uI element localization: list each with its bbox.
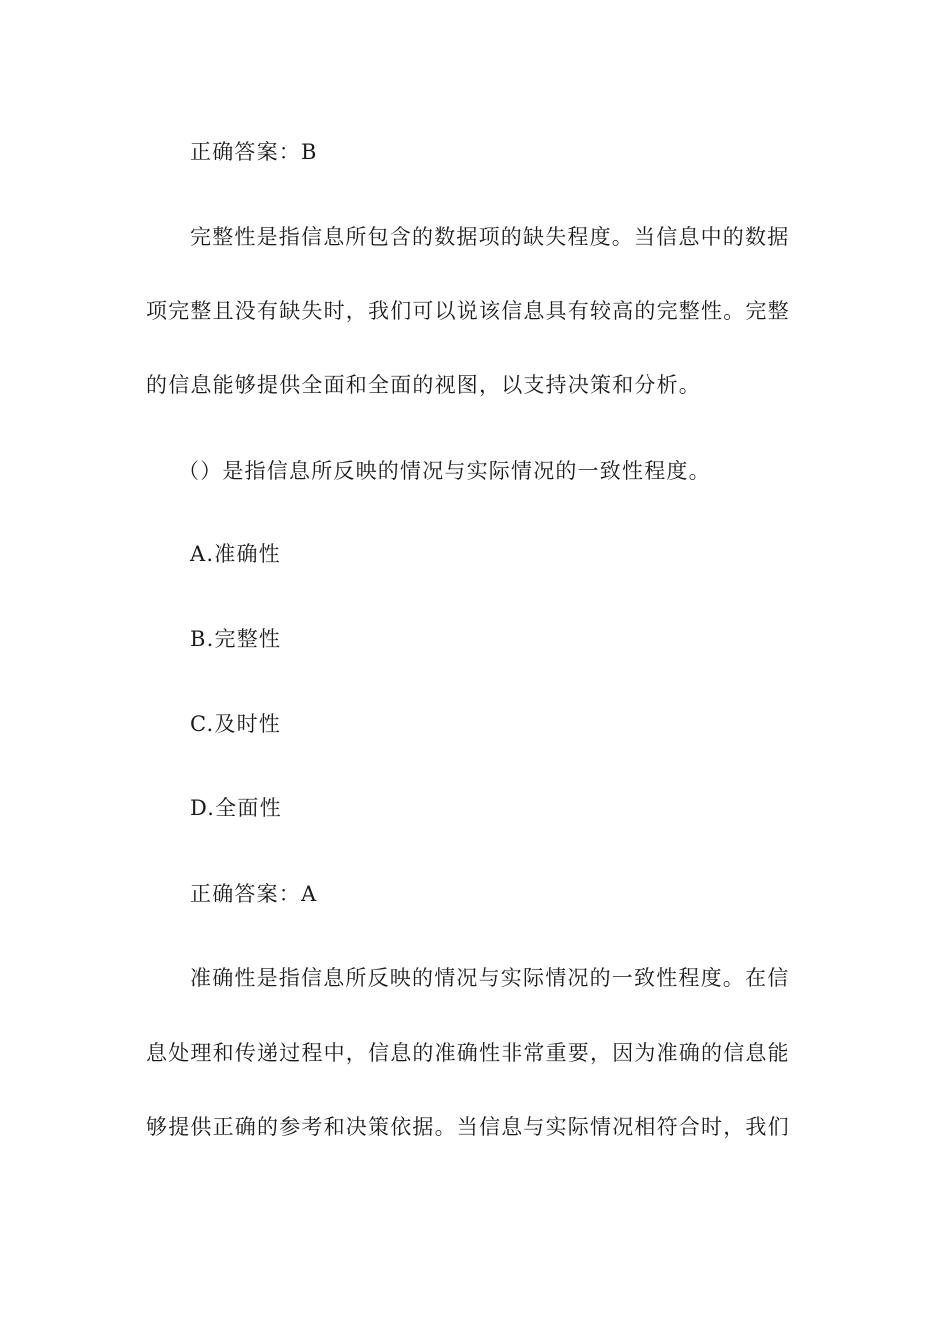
question-text: （）是指信息所反映的情况与实际情况的一致性程度。	[178, 459, 711, 483]
option-a: A.准确性	[190, 542, 281, 566]
answer-line-1: 正确答案：B	[190, 140, 318, 164]
answer-line-2: 正确答案：A	[190, 882, 318, 906]
paragraph-line: 项完整且没有缺失时，我们可以说该信息具有较高的完整性。完整	[146, 299, 790, 323]
option-b: B.完整性	[190, 627, 282, 651]
paragraph-line: 息处理和传递过程中，信息的准确性非常重要，因为准确的信息能	[146, 1041, 790, 1065]
paragraph-line: 的信息能够提供全面和全面的视图，以支持决策和分析。	[146, 373, 701, 397]
option-d: D.全面性	[190, 796, 282, 820]
paragraph-line: 准确性是指信息所反映的情况与实际情况的一致性程度。在信	[190, 966, 790, 990]
paragraph-line: 完整性是指信息所包含的数据项的缺失程度。当信息中的数据	[190, 225, 790, 249]
paragraph-line: 够提供正确的参考和决策依据。当信息与实际情况相符合时，我们	[146, 1115, 790, 1139]
option-c: C.及时性	[190, 712, 281, 736]
